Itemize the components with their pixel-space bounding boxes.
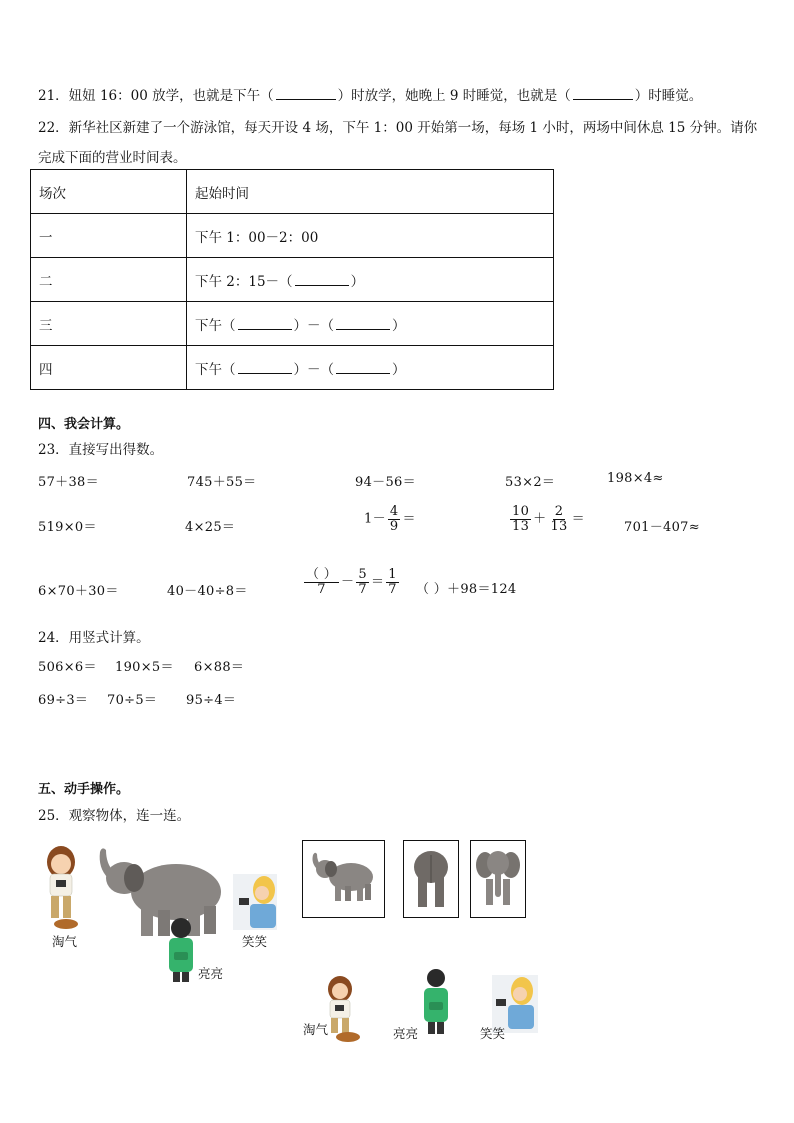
schedule-table bbox=[30, 169, 554, 390]
calc-item: 506×6＝ bbox=[38, 660, 97, 675]
label-liangliang-bottom: 亮亮 bbox=[393, 1026, 419, 1041]
calc-item: 4×25＝ bbox=[185, 520, 236, 535]
calc-item: 70÷5＝ bbox=[107, 693, 158, 708]
elephant-back-view-icon bbox=[404, 841, 458, 917]
fraction: $\frac{5}{7}$ bbox=[358, 567, 367, 597]
elephant-side-icon bbox=[100, 848, 221, 936]
view-frame-side[interactable] bbox=[302, 840, 385, 918]
calc-item-fraction: $\frac{( )}{7}$ － $\frac{5}{7}$ ＝ $\frac{1}{7}$ bbox=[306, 567, 397, 597]
fraction: $\frac{2}{13}$ bbox=[550, 504, 568, 534]
answer-blank[interactable] bbox=[238, 317, 292, 330]
elephant-front-view-icon bbox=[471, 841, 525, 917]
table-header-cell: 起始时间 bbox=[187, 170, 554, 214]
section-5-title: 五、动手操作。 bbox=[38, 782, 130, 797]
label-taoqi-bottom: 淘气 bbox=[303, 1022, 329, 1037]
question-22-line1: 22．新华社区新建了一个游泳馆，每天开设 4 场，下午 1：00 开始第一场，每场 1 小时，两场中间休息 15 分钟。请你 bbox=[38, 120, 758, 136]
calc-item: 519×0＝ bbox=[38, 520, 97, 535]
calc-item: 94－56＝ bbox=[355, 475, 416, 490]
calc-item: 745＋55＝ bbox=[187, 475, 257, 490]
calc-item: 53×2＝ bbox=[505, 475, 556, 490]
boy-liangliang-icon[interactable] bbox=[420, 968, 452, 1038]
girl-taoqi-icon bbox=[47, 846, 78, 929]
calc-item: 6×88＝ bbox=[194, 660, 245, 675]
table-row bbox=[31, 214, 554, 258]
table-row bbox=[31, 302, 554, 346]
fraction: $\frac{4}{9}$ bbox=[389, 504, 399, 534]
calc-item: 57＋38＝ bbox=[38, 475, 99, 490]
calc-item: 40－40÷8＝ bbox=[167, 584, 248, 599]
question-21: 21．妞妞 16：00 放学，也就是下午（ ）时放学，她晚上 9 时睡觉，也就是（ ）时睡觉。 bbox=[38, 88, 703, 104]
session-cell: 二 bbox=[31, 258, 187, 302]
label-xiaoxiao: 笑笑 bbox=[242, 934, 268, 949]
time-cell: 下午 2：15－（ ） bbox=[187, 258, 554, 302]
view-frame-back[interactable] bbox=[403, 840, 459, 918]
answer-blank[interactable] bbox=[573, 87, 633, 100]
label-liangliang: 亮亮 bbox=[198, 966, 224, 981]
question-23-title: 23．直接写出得数。 bbox=[38, 442, 164, 458]
answer-blank[interactable] bbox=[238, 361, 292, 374]
calc-item: 701－407≈ bbox=[624, 520, 700, 535]
answer-blank[interactable] bbox=[336, 361, 390, 374]
girl-xiaoxiao-icon bbox=[233, 874, 277, 930]
table-row bbox=[31, 258, 554, 302]
fraction: $\frac{1}{7}$ bbox=[388, 567, 397, 597]
view-frame-front[interactable] bbox=[470, 840, 526, 918]
table-row bbox=[31, 346, 554, 390]
session-cell: 一 bbox=[31, 214, 187, 258]
calc-item-fraction: 1－ $\frac{4}{9}$ ＝ bbox=[364, 504, 416, 534]
fraction: $\frac{10}{13}$ bbox=[512, 504, 530, 534]
question-22-line2: 完成下面的营业时间表。 bbox=[38, 150, 187, 166]
calc-item: 6×70＋30＝ bbox=[38, 584, 119, 599]
scene-illustration bbox=[36, 840, 286, 990]
time-cell: 下午（ ）－（ ） bbox=[187, 302, 554, 346]
calc-item: 198×4≈ bbox=[607, 471, 664, 486]
table-header-row bbox=[31, 170, 554, 214]
calc-item: 190×5＝ bbox=[115, 660, 174, 675]
label-taoqi: 淘气 bbox=[52, 934, 78, 949]
answer-blank[interactable] bbox=[295, 273, 349, 286]
question-24-title: 24．用竖式计算。 bbox=[38, 630, 150, 646]
calc-item-fraction: $\frac{10}{13}$ ＋ $\frac{2}{13}$ ＝ bbox=[512, 504, 585, 534]
session-cell: 三 bbox=[31, 302, 187, 346]
section-4-title: 四、我会计算。 bbox=[38, 417, 130, 432]
calc-item: 95÷4＝ bbox=[186, 693, 237, 708]
question-25-title: 25．观察物体，连一连。 bbox=[38, 808, 191, 824]
boy-liangliang-icon bbox=[169, 918, 193, 982]
answer-blank[interactable] bbox=[276, 87, 336, 100]
label-xiaoxiao-bottom: 笑笑 bbox=[480, 1026, 506, 1041]
calc-item: （ ）＋98＝124 bbox=[416, 582, 517, 597]
fraction: $\frac{( )}{7}$ bbox=[306, 567, 338, 597]
calc-item: 69÷3＝ bbox=[38, 693, 89, 708]
time-cell: 下午（ ）－（ ） bbox=[187, 346, 554, 390]
answer-blank[interactable] bbox=[336, 317, 390, 330]
elephant-side-view-icon bbox=[303, 841, 384, 917]
table-header-cell: 场次 bbox=[31, 170, 187, 214]
time-cell: 下午 1：00－2：00 bbox=[187, 214, 554, 258]
session-cell: 四 bbox=[31, 346, 187, 390]
